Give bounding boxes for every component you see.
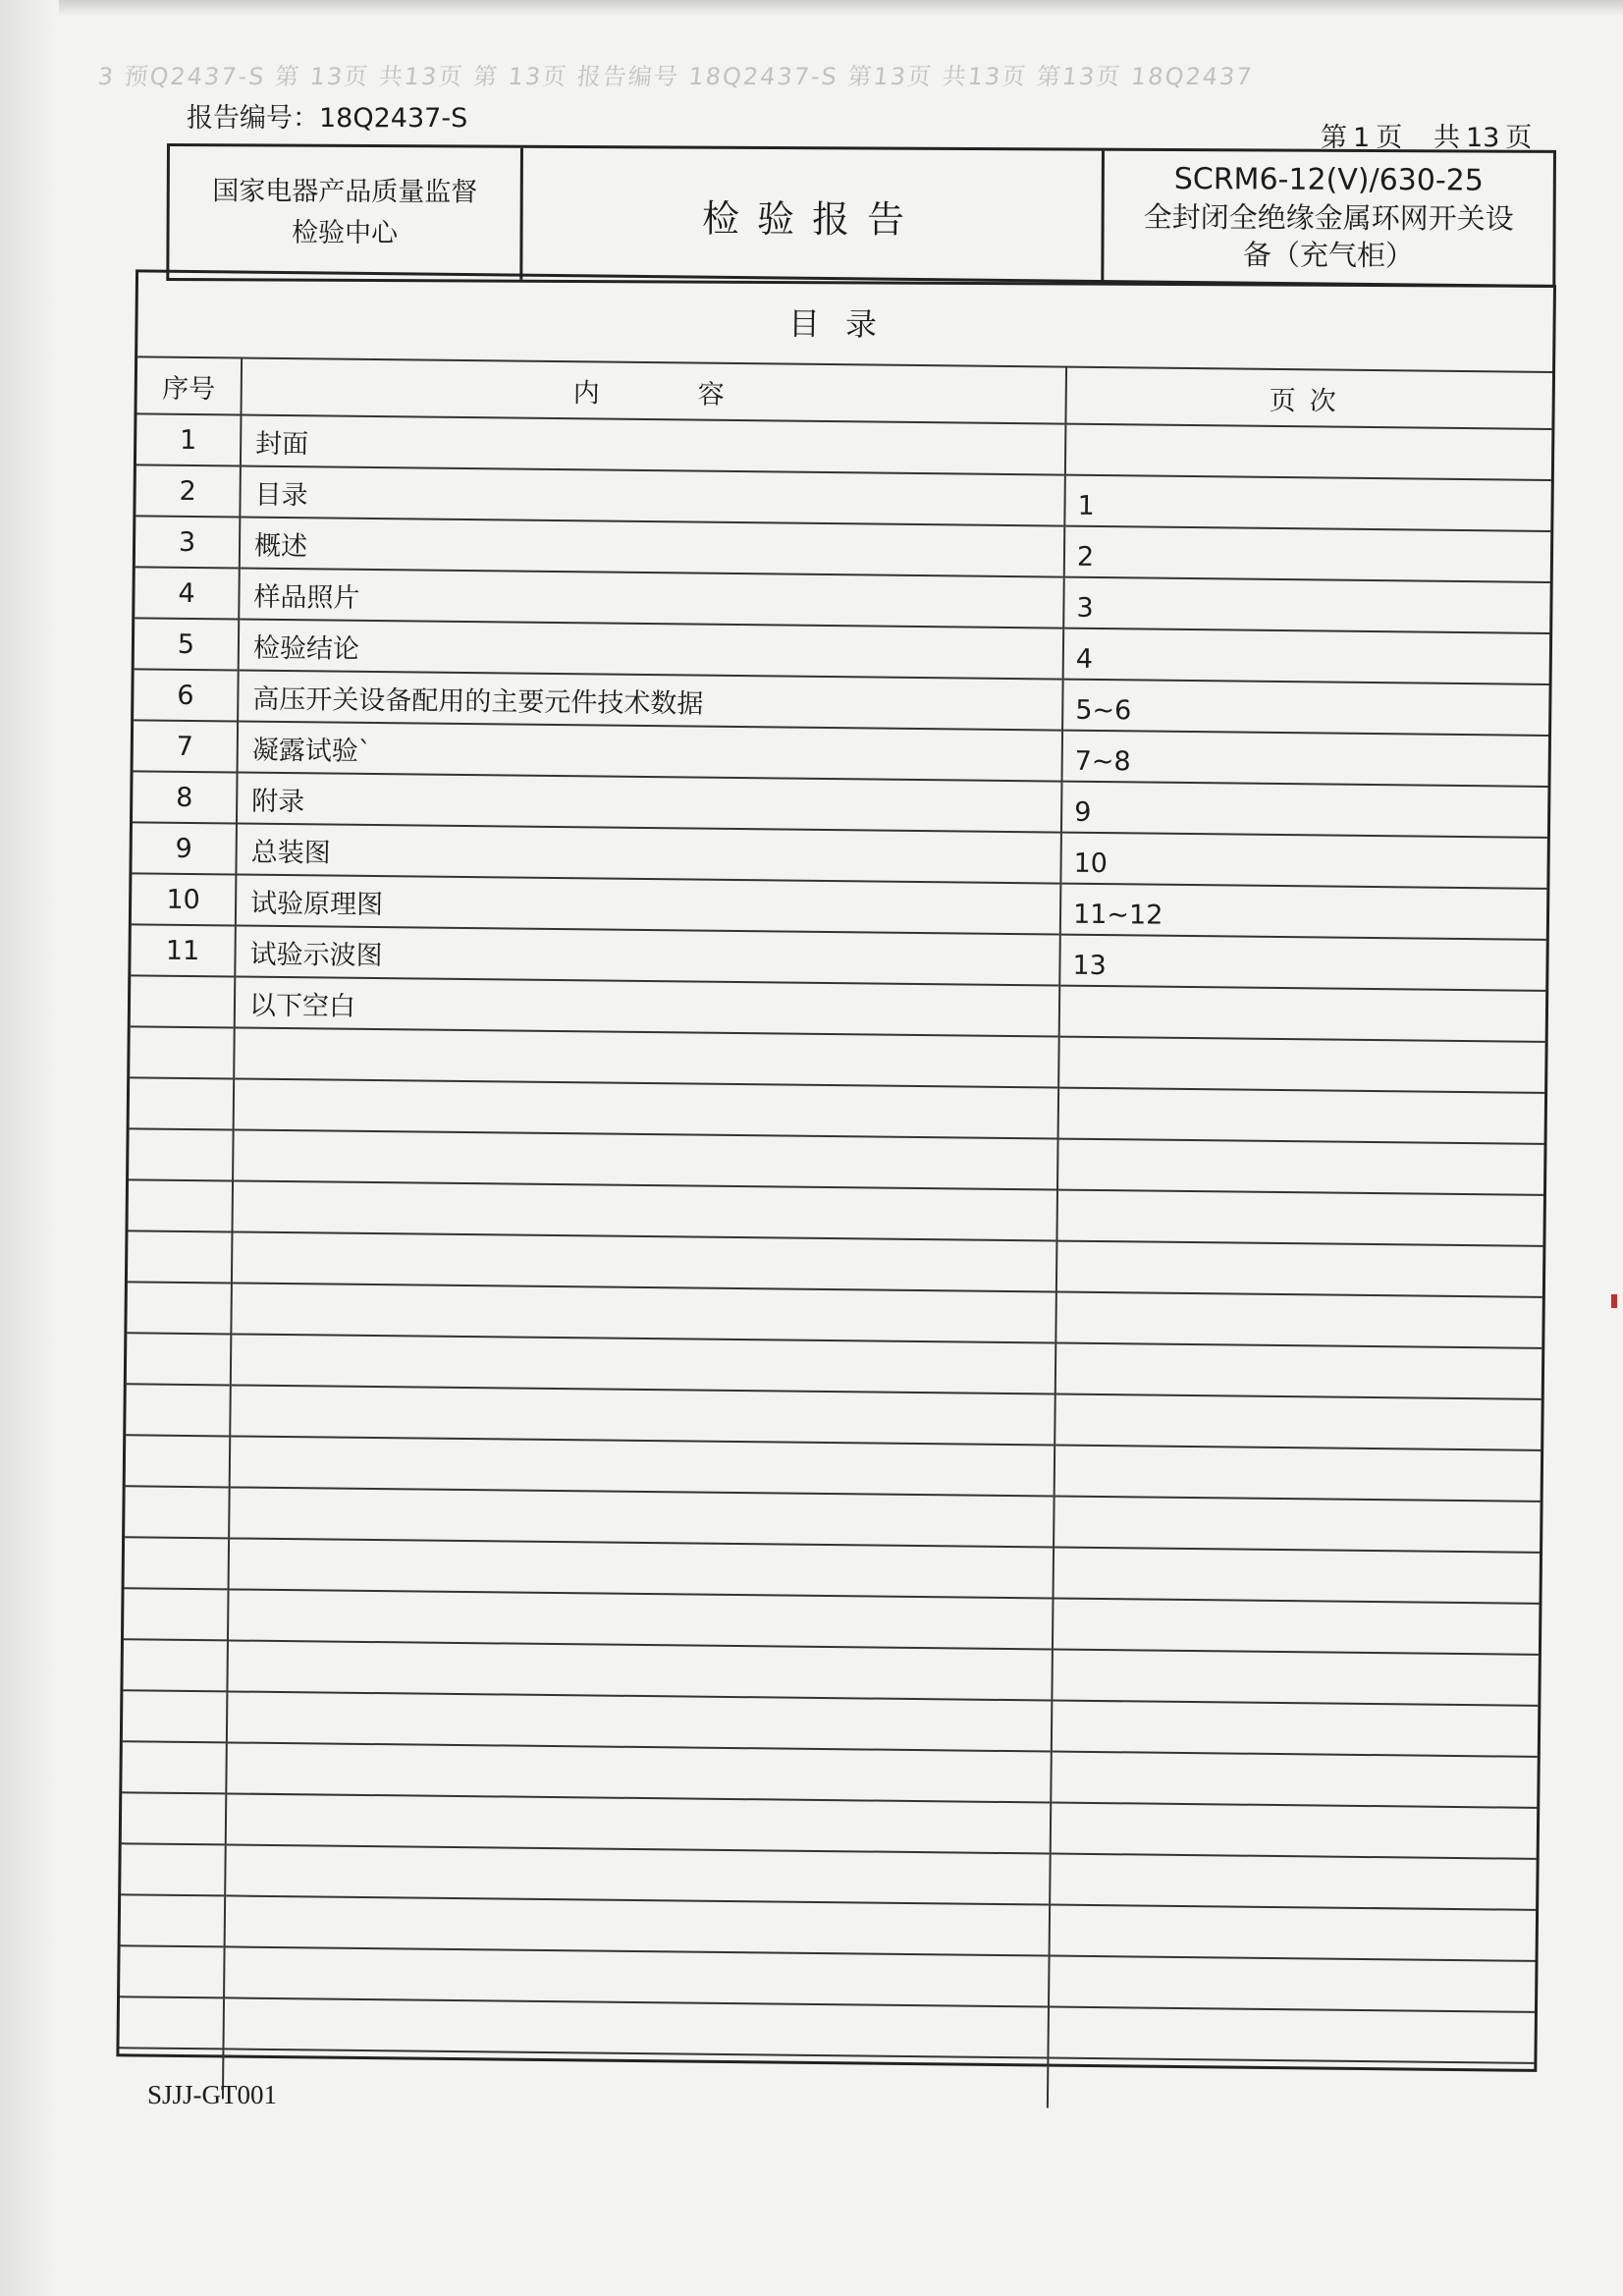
toc-row-content: 封面	[241, 415, 1066, 475]
toc-row-content	[231, 1283, 1056, 1342]
toc-row-page	[1064, 526, 1551, 582]
toc-row-no	[123, 1690, 228, 1742]
toc-row-content: 总装图	[236, 823, 1061, 883]
organization-cell	[169, 146, 523, 280]
toc-row-page	[1055, 1394, 1542, 1450]
toc-row-no: 4	[135, 567, 240, 619]
toc-row-page	[1055, 1446, 1542, 1502]
toc-row-page	[1049, 1956, 1536, 2012]
toc-row-no	[129, 1128, 234, 1180]
report-title: 检验报告	[702, 196, 923, 242]
toc-row-no	[127, 1282, 232, 1334]
toc-row-page	[1059, 935, 1546, 991]
toc-row-no	[122, 1741, 227, 1793]
toc-row-no: 2	[135, 465, 241, 517]
toc-row-no	[121, 1843, 226, 1895]
toc-row-content	[225, 1895, 1051, 1955]
toc-row-content	[230, 1385, 1055, 1445]
toc-row-content	[226, 1742, 1052, 1802]
toc-row-page-value: 7~8	[1074, 745, 1131, 778]
scan-shadow-left	[0, 0, 59, 2296]
toc-row-no	[122, 1792, 227, 1844]
toc-row-page	[1050, 1854, 1537, 1910]
toc-row-content	[223, 2049, 1049, 2107]
toc-row-page	[1052, 1650, 1539, 1706]
toc-row-page	[1053, 1599, 1540, 1655]
toc-row-content	[234, 1027, 1059, 1087]
toc-row-no	[124, 1588, 229, 1640]
toc-row-page	[1063, 629, 1550, 684]
toc-row-no	[126, 1384, 231, 1436]
page-total-unit: 页	[1505, 123, 1533, 153]
toc-title: 目录	[787, 304, 903, 344]
toc-row-page	[1051, 1803, 1538, 1859]
toc-row-page-value: 11~12	[1072, 899, 1163, 931]
toc-row-content: 凝露试验`	[238, 721, 1063, 781]
toc-row-page-value: 3	[1076, 592, 1094, 624]
toc-row-content: 目录	[240, 466, 1065, 526]
page-stamp-strip: 3 预Q2437-S 第 13页 共13页 第 13页 报告编号 18Q2437-S 第13页 共13页 第13页 18Q2437	[96, 63, 1255, 90]
toc-header-page: 页次	[1065, 367, 1552, 429]
product-model: SCRM6-12(V)/630-25	[1173, 162, 1484, 198]
scan-shadow-top	[0, 0, 1623, 16]
toc-row-page-value: 5~6	[1075, 694, 1132, 727]
toc-row-no: 10	[132, 873, 237, 925]
toc-row-content: 试验示波图	[235, 925, 1060, 985]
toc-row-content	[232, 1231, 1057, 1291]
page-current: 1	[1353, 123, 1371, 153]
toc-row-content: 检验结论	[239, 620, 1064, 680]
toc-row-page-value: 10	[1073, 847, 1109, 880]
toc-row-no	[120, 1945, 225, 1997]
toc-row-page	[1058, 1088, 1545, 1144]
toc-row-page	[1060, 884, 1547, 940]
toc-row-page	[1050, 1905, 1537, 1961]
toc-row-content: 概述	[240, 518, 1065, 577]
toc-row-no	[131, 975, 236, 1027]
table-of-contents	[116, 269, 1556, 2072]
toc-row-no	[125, 1537, 230, 1589]
organization-line-2: 检验中心	[291, 217, 399, 249]
toc-row-page	[1048, 2058, 1535, 2113]
toc-header-no: 序号	[136, 356, 242, 414]
toc-row-no: 5	[135, 618, 240, 670]
toc-row-page	[1060, 833, 1547, 889]
toc-row-content	[229, 1487, 1055, 1547]
toc-row-content	[228, 1589, 1054, 1649]
toc-row-no: 8	[133, 771, 238, 823]
product-name-line-1: 全封闭全绝缘金属环网开关设	[1143, 199, 1514, 236]
page-total: 13	[1465, 123, 1500, 153]
toc-row-page	[1064, 475, 1551, 531]
report-title-block	[166, 143, 1556, 288]
toc-row-content	[223, 1997, 1049, 2057]
toc-row-page	[1056, 1241, 1543, 1297]
toc-row-no: 9	[132, 822, 237, 874]
toc-row-content	[227, 1640, 1053, 1700]
toc-body	[119, 413, 1551, 2112]
toc-row-content: 高压开关设备配用的主要元件技术数据	[238, 670, 1063, 730]
toc-row-no	[119, 1996, 224, 2049]
form-code: SJJJ-GT001	[147, 2080, 278, 2109]
toc-row-no	[128, 1230, 233, 1283]
toc-row-content	[231, 1334, 1056, 1394]
toc-row-content: 样品照片	[239, 569, 1064, 629]
toc-row-content	[234, 1078, 1059, 1138]
toc-row-page-value: 1	[1077, 490, 1095, 521]
toc-row-page	[1051, 1752, 1538, 1808]
organization-line-1: 国家电器产品质量监督	[212, 176, 478, 208]
toc-row-no	[128, 1179, 233, 1231]
toc-row-no: 7	[134, 720, 239, 772]
toc-row-page	[1053, 1548, 1540, 1604]
toc-row-page	[1062, 680, 1549, 736]
toc-row-no	[130, 1077, 235, 1129]
toc-row-no	[121, 1894, 226, 1946]
toc-row-page	[1055, 1292, 1542, 1348]
toc-header-content: 内容	[241, 358, 1066, 424]
toc-row-page	[1048, 2007, 1535, 2063]
toc-row-content	[224, 1946, 1050, 2006]
toc-row-page	[1063, 577, 1550, 633]
report-title-cell	[522, 148, 1105, 283]
toc-row-no: 6	[134, 669, 239, 721]
toc-row-content	[232, 1180, 1057, 1240]
toc-row-page	[1059, 986, 1546, 1042]
toc-row-page	[1055, 1343, 1542, 1399]
toc-row-page	[1056, 1190, 1543, 1246]
toc-row-page-value: 13	[1072, 950, 1107, 982]
toc-row-no: 3	[135, 516, 241, 568]
product-name-line-2: 备（充气柜）	[1242, 238, 1415, 273]
toc-row-no: 1	[136, 413, 242, 465]
scan-mark	[1611, 1294, 1617, 1308]
toc-row-no	[127, 1333, 232, 1385]
page-total-label: 共	[1433, 123, 1460, 153]
toc-row-page	[1061, 731, 1548, 787]
toc-row-page	[1058, 1037, 1545, 1093]
toc-row-content	[227, 1691, 1053, 1751]
toc-row-page-value: 4	[1075, 643, 1094, 675]
toc-row-page	[1065, 424, 1552, 480]
toc-row-no	[125, 1486, 230, 1538]
report-number: 报告编号：18Q2437-S	[187, 103, 468, 134]
toc-table	[119, 355, 1552, 2112]
toc-row-page	[1054, 1497, 1541, 1553]
toc-row-content	[225, 1844, 1051, 1904]
toc-row-content	[229, 1538, 1055, 1598]
toc-row-page-value: 2	[1076, 541, 1095, 573]
toc-row-content	[226, 1793, 1052, 1853]
product-cell	[1104, 151, 1553, 285]
toc-row-content	[230, 1436, 1055, 1496]
toc-row-content: 以下空白	[235, 976, 1060, 1036]
toc-row-no	[130, 1026, 235, 1078]
toc-row-page	[1061, 782, 1548, 838]
toc-row-content	[233, 1129, 1058, 1189]
toc-row-no	[123, 1639, 228, 1691]
toc-row-page-value: 9	[1073, 796, 1092, 828]
toc-row-no: 11	[131, 924, 236, 976]
toc-row-content: 附录	[237, 772, 1062, 832]
toc-row-content: 试验原理图	[236, 874, 1061, 934]
page-current-label: 第	[1321, 123, 1347, 153]
toc-row-page	[1057, 1139, 1544, 1195]
toc-row-page	[1052, 1701, 1539, 1757]
page-unit: 页	[1376, 123, 1403, 153]
toc-row-no	[126, 1435, 231, 1487]
